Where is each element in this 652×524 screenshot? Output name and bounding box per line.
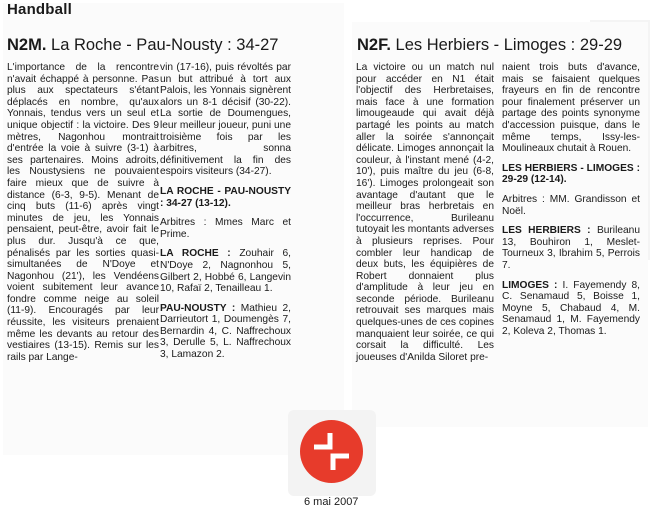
right-referees: Arbitres : MM. Grandisson et Noël. [502, 193, 640, 217]
left-score-title: LA ROCHE - PAU-NOUSTY : 34-27 (13-12). [160, 185, 291, 209]
right-article-col2 [502, 62, 640, 337]
logo-mark-icon [300, 420, 363, 483]
left-article-heading [7, 36, 278, 55]
left-team2-players: Mathieu 2, Darrieutort 1, Doumengès 7, Bernardin 4, C. Naffrechoux 3, Derulle 5, L. Naffrechoux 3, Lamazon 2. [160, 302, 291, 361]
right-heading-text: Les Herbiers - Limoges : 29-29 [395, 36, 623, 54]
left-heading-label: N2M. [7, 36, 47, 54]
left-article-col1 [7, 62, 159, 363]
left-col1-text: L'importance de la rencontre n'avait échappé à personne. Pas plus aux spectateurs s'étant déplacés en nombre, qu'aux Yonnais, tendus vers un seul et unique objectif : la victoire. Des 9 mètres, Nagonhou montrait d'entrée la voie à suivre (3-1) à ses partenaires. Moins adroits, les Noustysiens ne pouvaient faire mieux que de suivre à distance (6-3, 9-5). Menant de cinq buts (11-6) après vingt minutes de jeu, les Yonnais pensaient, peut-être, avoir fait le plus dur. Jusqu'à ce que, pénalisés par les sorties quasi-simultanées de N'Doye et Nagonhou (21'), les Vendéens voient subitement leur avance fondre comme neige au soleil (11-9). Encouragés par leur réussite, les visiteurs prenaient même les devants au retour des vestiaires (13-15). Remis sur les rails par Lange- [7, 62, 159, 363]
right-heading-label: N2F. [357, 36, 391, 54]
publication-date: 6 mai 2007 [304, 496, 359, 508]
right-article-heading [357, 36, 622, 55]
left-heading-text: La Roche - Pau-Nousty : 34-27 [51, 36, 279, 54]
right-article-col1 [356, 62, 494, 363]
left-referees: Arbitres : Mmes Marc et Prime. [160, 217, 291, 240]
left-team2-name: PAU-NOUSTY : [160, 302, 236, 314]
left-team1-players: Zouhair 6, N'Doye 2, Nagnonhou 5, Gilbert 2, Hobbé 6, Langevin 10, Rafaï 2, Tenailleau 1. [160, 248, 291, 295]
left-team1-name: LA ROCHE : [160, 248, 231, 260]
newspaper-logo-icon [300, 420, 363, 483]
section-title: Handball [7, 1, 72, 18]
right-col2-text: naient trois buts d'avance, mais se faisaient quelques frayeurs en fin de rencontre pour finalement préserver un partage des points synonyme d'accession puisque, dans le même temps, Issy-les-Moulineaux chutait à Rouen. [502, 62, 640, 155]
right-team1-name: LES HERBIERS : [502, 225, 591, 237]
left-col2-text: vin (17-16), puis révoltés par un but attribué à tort aux Palois, les Yonnais signèrent alors un 8-1 décisif (30-22). La sortie de Doumengues, leur meilleur joueur, puni une troisième fois par les arbitres, sonna définitivement la fin des espoirs visiteurs (34-27). [160, 62, 291, 178]
right-team1-players: Burileanu 13, Bouhiron 1, Meslet-Tourneux 3, Ibrahim 5, Perrois 7. [502, 225, 640, 271]
right-score-title: LES HERBIERS - LIMOGES : 29-29 (12-14). [502, 162, 640, 186]
left-article-col2 [160, 62, 291, 361]
right-col1-text: La victoire ou un match nul pour accéder en N1 était l'objectif des Herbretaises, mais face à une formation limougeaude qui avait déjà partagé les points au match aller la soirée s'annonçait délicate. Limoges annonçait la couleur, à l'instant mené (4-2, 10'), puis maître du jeu (6-8, 16'). Limoges prolongeait son avantage d'autant que le meilleur bras herbretais en l'occurrence, Burileanu tutoyait les montants adverses à plusieurs reprises. Pour combler leur handicap de deux buts, les équipières de Robert donnaient plus d'amplitude à leur jeu en seconde période. Burileanu retrouvait ses marques mais quelques-unes de ces copines manquaient leur soirée, ce qui corsait la difficulté. Les joueuses d'Anilda Siloret pre- [356, 62, 494, 363]
right-team2-players: I. Fayemendy 8, C. Senamaud 5, Boisse 1, Moyne 5, Chabaud 4, M. Senamaud 1, M. Fayemendy 2, Koleva 2, Thomas 1. [502, 279, 640, 337]
right-team2-name: LIMOGES : [502, 279, 558, 291]
